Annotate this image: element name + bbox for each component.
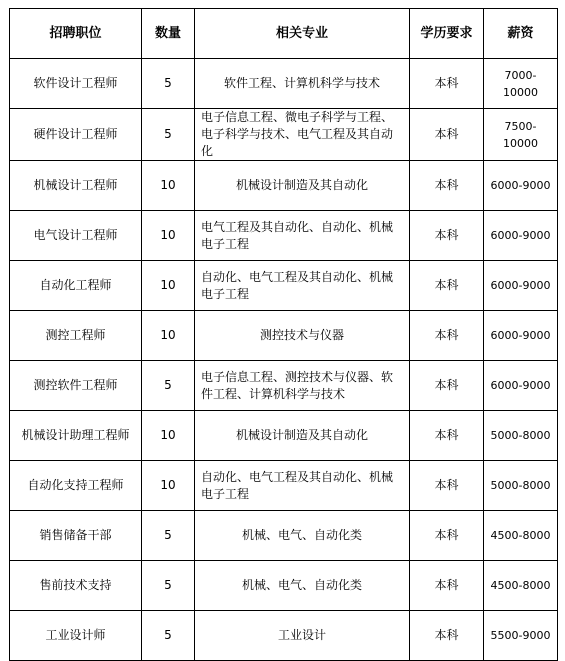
header-salary: 薪资 xyxy=(484,9,558,59)
cell-major: 测控技术与仪器 xyxy=(195,311,410,361)
table-row xyxy=(10,511,558,561)
cell-count: 5 xyxy=(142,361,195,411)
cell-major: 工业设计 xyxy=(195,611,410,661)
cell-count: 10 xyxy=(142,161,195,211)
cell-count: 5 xyxy=(142,561,195,611)
cell-position: 测控软件工程师 xyxy=(10,361,142,411)
cell-salary: 6000-9000 xyxy=(484,311,558,361)
cell-major: 自动化、电气工程及其自动化、机械电子工程 xyxy=(195,261,410,311)
cell-education: 本科 xyxy=(410,261,484,311)
table-row xyxy=(10,611,558,661)
cell-education: 本科 xyxy=(410,411,484,461)
cell-major: 机械、电气、自动化类 xyxy=(195,561,410,611)
table-row xyxy=(10,361,558,411)
cell-count: 10 xyxy=(142,261,195,311)
cell-position: 自动化工程师 xyxy=(10,261,142,311)
cell-count: 5 xyxy=(142,109,195,161)
cell-count: 10 xyxy=(142,211,195,261)
table-row xyxy=(10,261,558,311)
cell-salary: 4500-8000 xyxy=(484,561,558,611)
header-position: 招聘职位 xyxy=(10,9,142,59)
cell-position: 工业设计师 xyxy=(10,611,142,661)
cell-major: 软件工程、计算机科学与技术 xyxy=(195,59,410,109)
cell-major: 机械设计制造及其自动化 xyxy=(195,161,410,211)
cell-salary: 6000-9000 xyxy=(484,211,558,261)
table-row xyxy=(10,59,558,109)
recruitment-table xyxy=(9,8,558,661)
header-count: 数量 xyxy=(142,9,195,59)
cell-count: 10 xyxy=(142,311,195,361)
cell-salary: 7500-10000 xyxy=(484,109,558,161)
table-row xyxy=(10,109,558,161)
cell-major: 机械、电气、自动化类 xyxy=(195,511,410,561)
table-body xyxy=(10,59,558,661)
cell-count: 5 xyxy=(142,59,195,109)
table-row xyxy=(10,461,558,511)
table-row xyxy=(10,561,558,611)
cell-count: 10 xyxy=(142,461,195,511)
cell-education: 本科 xyxy=(410,161,484,211)
cell-education: 本科 xyxy=(410,561,484,611)
cell-position: 测控工程师 xyxy=(10,311,142,361)
recruitment-table-container xyxy=(9,8,557,661)
cell-education: 本科 xyxy=(410,311,484,361)
cell-salary: 5500-9000 xyxy=(484,611,558,661)
cell-education: 本科 xyxy=(410,611,484,661)
table-row xyxy=(10,411,558,461)
cell-education: 本科 xyxy=(410,109,484,161)
cell-position: 机械设计工程师 xyxy=(10,161,142,211)
cell-salary: 6000-9000 xyxy=(484,361,558,411)
cell-position: 电气设计工程师 xyxy=(10,211,142,261)
cell-education: 本科 xyxy=(410,211,484,261)
table-row xyxy=(10,161,558,211)
table-header-row xyxy=(10,9,558,59)
cell-position: 机械设计助理工程师 xyxy=(10,411,142,461)
cell-education: 本科 xyxy=(410,59,484,109)
cell-position: 销售储备干部 xyxy=(10,511,142,561)
cell-count: 5 xyxy=(142,611,195,661)
cell-education: 本科 xyxy=(410,361,484,411)
cell-salary: 6000-9000 xyxy=(484,161,558,211)
cell-count: 10 xyxy=(142,411,195,461)
cell-position: 自动化支持工程师 xyxy=(10,461,142,511)
cell-position: 售前技术支持 xyxy=(10,561,142,611)
cell-major: 机械设计制造及其自动化 xyxy=(195,411,410,461)
table-row xyxy=(10,311,558,361)
cell-position: 软件设计工程师 xyxy=(10,59,142,109)
cell-education: 本科 xyxy=(410,461,484,511)
cell-salary: 5000-8000 xyxy=(484,411,558,461)
cell-salary: 5000-8000 xyxy=(484,461,558,511)
cell-major: 自动化、电气工程及其自动化、机械电子工程 xyxy=(195,461,410,511)
header-education: 学历要求 xyxy=(410,9,484,59)
header-major: 相关专业 xyxy=(195,9,410,59)
cell-major: 电气工程及其自动化、自动化、机械电子工程 xyxy=(195,211,410,261)
cell-major: 电子信息工程、微电子科学与工程、电子科学与技术、电气工程及其自动化 xyxy=(195,109,410,161)
cell-salary: 4500-8000 xyxy=(484,511,558,561)
cell-position: 硬件设计工程师 xyxy=(10,109,142,161)
cell-count: 5 xyxy=(142,511,195,561)
cell-major: 电子信息工程、测控技术与仪器、软件工程、计算机科学与技术 xyxy=(195,361,410,411)
cell-salary: 7000-10000 xyxy=(484,59,558,109)
cell-education: 本科 xyxy=(410,511,484,561)
table-row xyxy=(10,211,558,261)
cell-salary: 6000-9000 xyxy=(484,261,558,311)
